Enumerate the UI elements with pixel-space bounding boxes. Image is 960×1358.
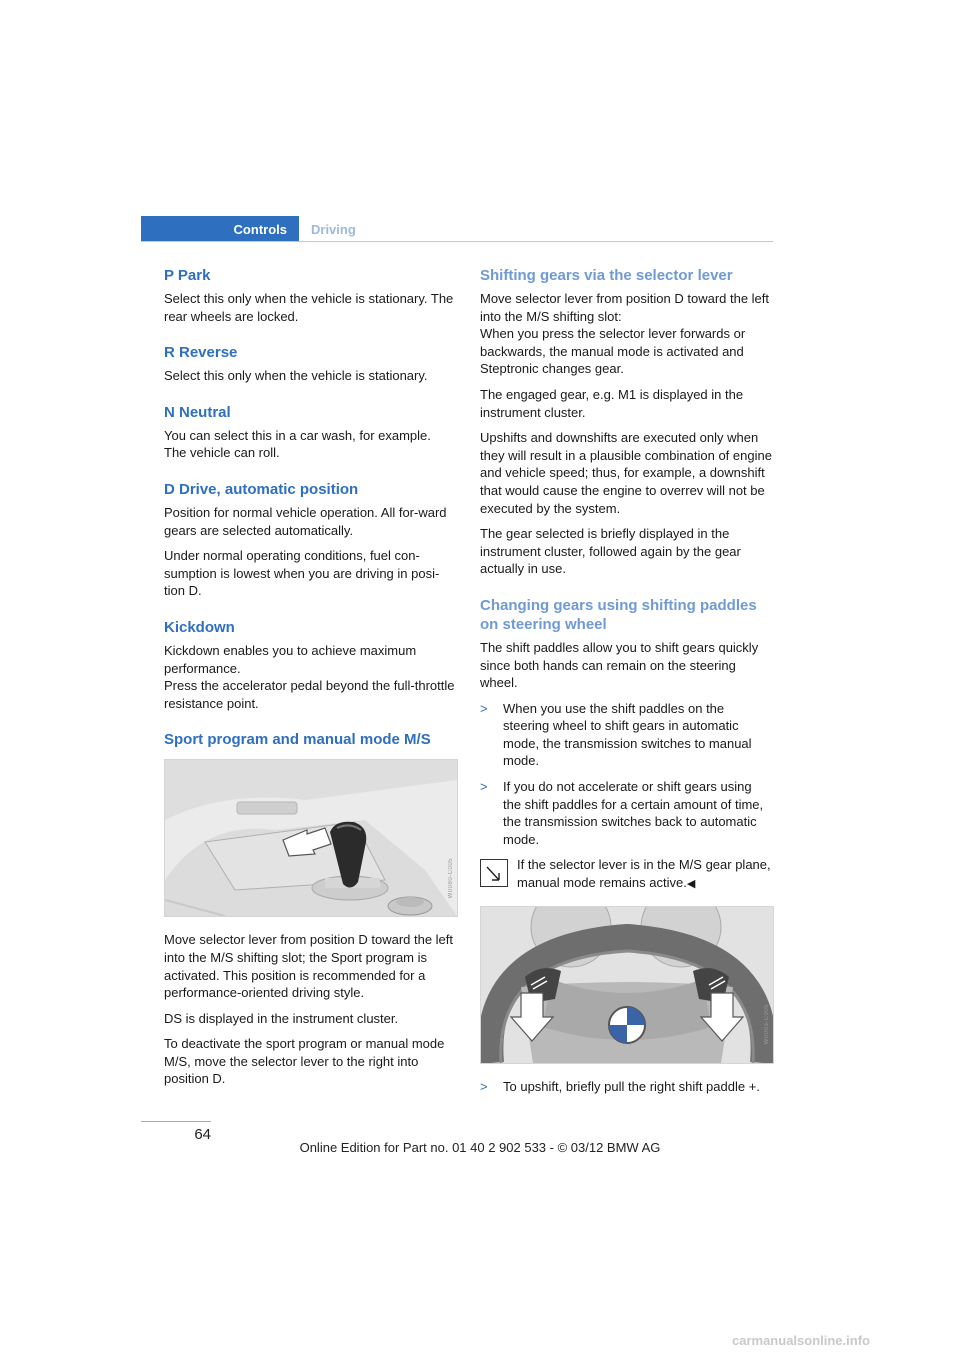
bullet-item <box>480 700 772 770</box>
paddles-text-1: The shift paddles allow you to shift gears quickly since both hands can remain on the steering wheel. <box>480 639 759 691</box>
bullet-item <box>480 778 772 848</box>
note-text: If the selector lever is in the M/S gear plane, manual mode remains active. <box>517 857 771 891</box>
heading-reverse: R Reverse <box>164 344 238 362</box>
sport-text-3: To deactivate the sport program or manual mode M/S, move the selector lever to the right into position D. <box>164 1036 445 1087</box>
park-text: Select this only when the vehicle is stationary. The rear wheels are locked. <box>164 291 454 324</box>
edition-footer: Online Edition for Part no. 01 40 2 902 533 - © 03/12 BMW AG <box>299 1140 661 1155</box>
note-box <box>480 856 772 893</box>
bullet-text: When you use the shift paddles on the steering wheel to shift gears in automatic mode, the transmission switches to manual mode. <box>503 700 752 769</box>
bullet-text: If you do not accelerate or shift gears using the shift paddles for a certain amount of time, the transmission switches back to automatic mode. <box>503 779 764 847</box>
end-mark-icon: ◀ <box>686 878 696 891</box>
steering-wheel-figure <box>480 906 774 1064</box>
heading-kickdown: Kickdown <box>164 618 235 636</box>
bullet-text: To upshift, briefly pull the right shift paddle +. <box>503 1078 760 1094</box>
selector-lever-figure <box>164 759 458 917</box>
kickdown-text-1: Kickdown enables you to achieve maximum performance. <box>164 642 417 676</box>
bullet-arrow-icon: > <box>480 1078 488 1094</box>
selector-text-2: The engaged gear, e.g. M1 is displayed in the instrument cluster. <box>480 386 744 420</box>
heading-shift-paddles: Changing gears using shifting paddles on steering wheel <box>480 596 757 633</box>
subsection-label-driving: Driving <box>311 222 356 237</box>
figure-code: W0080-C005 <box>448 857 454 899</box>
selector-text-1b: When you press the selector lever forwards or backwards, the manual mode is activated and Steptronic changes gear. <box>480 326 746 377</box>
kickdown-text-2: Press the accelerator pedal beyond the full-throttle resistance point. <box>164 678 455 711</box>
bullet-arrow-icon: > <box>480 779 488 795</box>
site-watermark: carmanualsonline.info <box>732 1333 870 1348</box>
bullet-arrow-icon: > <box>480 700 488 716</box>
drive-text-1: Position for normal vehicle operation. All for-ward gears are selected automatically. <box>164 504 447 538</box>
sport-text-2: DS is displayed in the instrument cluster. <box>164 1010 399 1026</box>
selector-text-4: The gear selected is briefly displayed in the instrument cluster, followed again by the gear actually in use. <box>480 526 741 577</box>
steering-wheel-illustration <box>481 907 773 1063</box>
page-number-rule <box>141 1121 211 1122</box>
section-tab-controls: Controls <box>141 216 299 242</box>
bullet-item <box>480 1078 772 1096</box>
heading-sport-program: Sport program and manual mode M/S <box>164 731 431 749</box>
drive-text-2: Under normal operating conditions, fuel con-sumption is lowest when you are driving in posi-tion D. <box>164 548 440 599</box>
figure-code: W0003-C005 <box>764 1004 770 1045</box>
left-column <box>164 266 456 1096</box>
heading-neutral: N Neutral <box>164 403 231 421</box>
note-icon <box>480 859 508 887</box>
right-column <box>480 266 772 1103</box>
reverse-text: Select this only when the vehicle is stationary. <box>164 368 428 384</box>
page-number: 64 <box>194 1126 211 1143</box>
header-rule <box>141 241 773 242</box>
neutral-text: You can select this in a car wash, for example. The vehicle can roll. <box>164 427 431 461</box>
selector-text-1a: Move selector lever from position D toward the left into the M/S shifting slot: <box>480 291 770 324</box>
selector-lever-illustration <box>165 760 457 916</box>
sport-text-1: Move selector lever from position D toward the left into the M/S shifting slot; the Sport program is activated. This position is recommended for a performance-oriented driving style. <box>164 932 454 1001</box>
heading-drive: D Drive, automatic position <box>164 480 359 498</box>
heading-park: P Park <box>164 267 211 284</box>
selector-text-3: Upshifts and downshifts are executed only when they will result in a plausible combination of engine and vehicle speed; thus, for example, a downshift that would cause the engine to overrev will not be executed by the system. <box>480 430 772 516</box>
heading-selector-lever: Shifting gears via the selector lever <box>480 267 733 284</box>
